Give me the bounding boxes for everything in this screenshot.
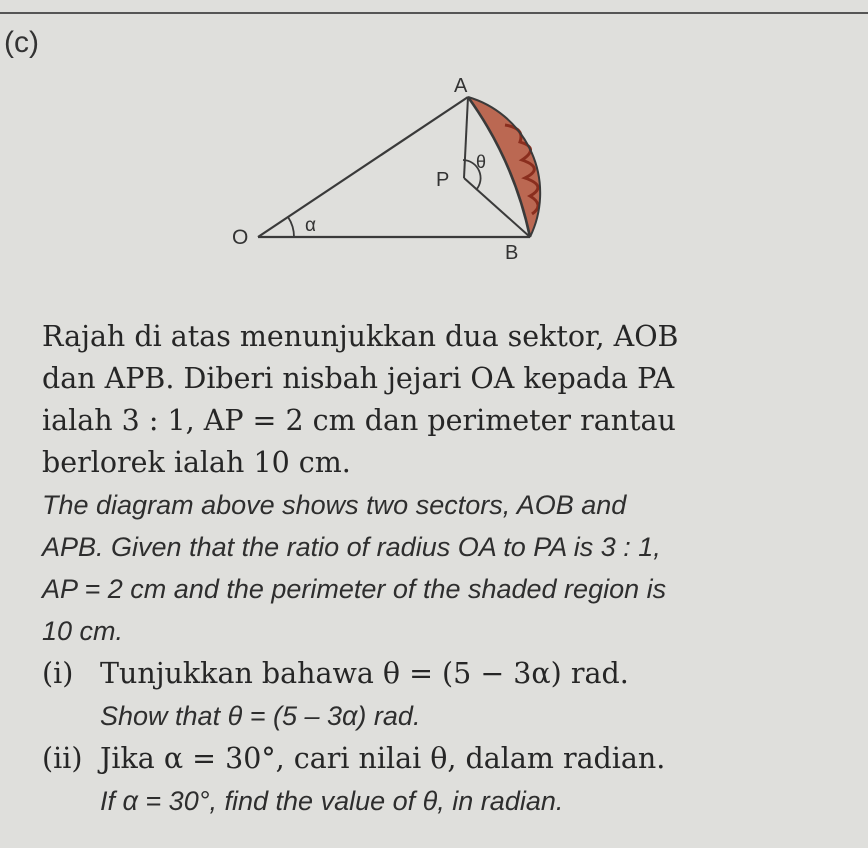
sector-diagram: [0, 0, 868, 300]
line-PA: [464, 97, 468, 178]
ms-line-4: berlorek ialah 10 cm.: [42, 446, 351, 479]
ms-line-2: dan APB. Diberi nisbah jejari OA kepada PA: [42, 362, 675, 395]
label-P: P: [436, 169, 450, 191]
angle-alpha-arc: [288, 217, 294, 237]
label-theta: θ: [476, 152, 487, 172]
part-ii-number: (ii): [42, 742, 83, 775]
en-line-3: AP = 2 cm and the perimeter of the shaded region is: [42, 574, 667, 604]
label-A: A: [454, 75, 468, 97]
part-i-ms: Tunjukkan bahawa θ = (5 − 3α) rad.: [100, 657, 629, 690]
en-line-4: 10 cm.: [42, 616, 124, 646]
part-ii-en: If α = 30°, find the value of θ, in radian.: [100, 786, 564, 816]
part-i-number: (i): [42, 657, 74, 690]
question-label: (c): [4, 26, 39, 59]
part-ii: [42, 737, 842, 780]
part-i-en: Show that θ = (5 – 3α) rad.: [100, 701, 421, 731]
label-B: B: [505, 242, 519, 264]
label-O: O: [232, 226, 249, 249]
en-line-2: APB. Given that the ratio of radius OA to PA is 3 : 1,: [42, 532, 661, 562]
ms-line-3: ialah 3 : 1, AP = 2 cm dan perimeter rantau: [42, 404, 676, 437]
ms-line-1: Rajah di atas menunjukkan dua sektor, AOB: [42, 320, 679, 353]
part-ii-ms: Jika α = 30°, cari nilai θ, dalam radian.: [100, 742, 666, 775]
question-text: [42, 316, 842, 822]
en-line-1: The diagram above shows two sectors, AOB and: [42, 490, 627, 520]
part-i: [42, 652, 842, 695]
label-alpha: α: [305, 215, 316, 236]
line-OA: [258, 97, 468, 237]
